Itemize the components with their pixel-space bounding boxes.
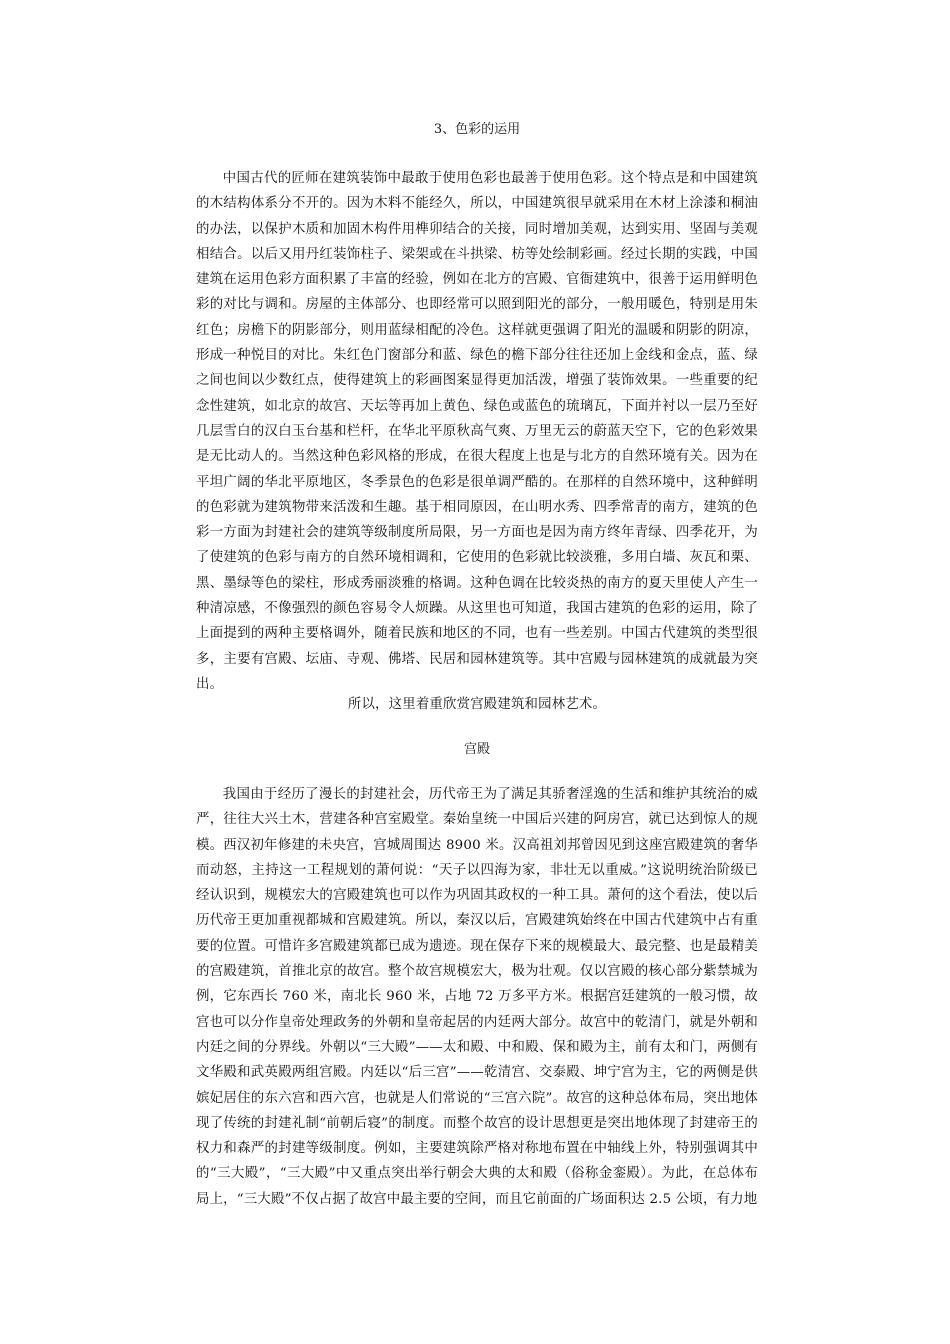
body-paragraph: 我国由于经历了漫长的封建社会，历代帝王为了满足其骄奢淫逸的生活和维护其统治的威严，往往大兴土木，营建各种宫室殿堂。秦始皇统一中国后兴建的阿房宫，就已达到惊人的规模。西汉初年修建的未央宫，宫城周围达 8900 米。汉高祖刘邦曾因见到这座宫殿建筑的奢华而动怒，主持这一工程规划的萧何说：“天子以四海为家，非壮无以重威。”这说明统治阶级已经认识到，规模宏大的宫殿建筑也可以作为巩固其政权的一种工具。萧何的这个看法，使以后历代帝王更加重视都城和宫殿建筑。所以，秦汉以后，宫殿建筑始终在中国古代建筑中占有重要的位置。可惜许多宫殿建筑都已成为遗迹。现在保存下来的规模最大、最完整、也是最精美的宫殿建筑，首推北京的故宫。整个故宫规模宏大，极为壮观。仅以宫殿的核心部分紫禁城为例，它东西长 760 米，南北长 960 米，占地 72 万多平方米。根据宫廷建筑的一般习惯，故宫也可以分作皇帝处理政务的外朝和皇帝起居的内廷两大部分。故宫中的乾清门，就是外朝和内廷之间的分界线。外朝以“三大殿”——太和殿、中和殿、保和殿为主，前有太和门，两侧有文华殿和武英殿两组宫殿。内廷以“后三宫”——乾清宫、交泰殿、坤宁宫为主，它的两侧是供嫔妃居住的东六宫和西六宫，也就是人们常说的“三宫六院”。故宫的这种总体布局，突出地体现了传统的封建礼制“前朝后寝”的制度。而整个故宫的设计思想更是突出地体现了封建帝王的权力和森严的封建等级制度。例如，主要建筑除严格对称地布置在中轴线上外，特别强调其中的“三大殿”，“三大殿”中又重点突出举行朝会大典的太和殿（俗称金銮殿）。为此，在总体布局上，“三大殿”不仅占据了故宫中最主要的空间，而且它前面的广场面积达 2.5 公顷，有力地 <box>196 787 758 1207</box>
closing-line: 所以，这里着重欣赏宫殿建筑和园林艺术。 <box>347 697 607 712</box>
section-heading-palace <box>196 740 758 760</box>
color-use-closing-block <box>196 692 758 717</box>
section-title: 3、色彩的运用 <box>433 122 521 137</box>
color-use-paragraph-block <box>196 166 758 697</box>
palace-paragraph-block <box>196 782 758 1212</box>
body-paragraph: 中国古代的匠师在建筑装饰中最敢于使用色彩也最善于使用色彩。这个特点是和中国建筑的木结构体系分不开的。因为木料不能经久，所以，中国建筑很早就采用在木材上涂漆和桐油的办法，以保护木质和加固木构件用榫卯结合的关接，同时增加美观，达到实用、坚固与美观相结合。以后又用丹红装饰柱子、梁架或在斗拱梁、枋等处绘制彩画。经过长期的实践，中国建筑在运用色彩方面积累了丰富的经验，例如在北方的宫殿、官衙建筑中，很善于运用鲜明色彩的对比与调和。房屋的主体部分、也即经常可以照到阳光的部分，一般用暖色，特别是用朱红色；房檐下的阴影部分，则用蓝绿相配的冷色。这样就更强调了阳光的温暖和阴影的阴凉，形成一种悦目的对比。朱红色门窗部分和蓝、绿色的檐下部分往往还加上金线和金点，蓝、绿之间也间以少数红点，使得建筑上的彩画图案显得更加活泼，增强了装饰效果。一些重要的纪念性建筑，如北京的故宫、天坛等再加上黄色、绿色或蓝色的琉璃瓦，下面并衬以一层乃至好几层雪白的汉白玉台基和栏杆，在华北平原秋高气爽、万里无云的蔚蓝天空下，它的色彩效果是无比动人的。当然这种色彩风格的形成，在很大程度上也是与北方的自然环境有关。因为在平坦广阔的华北平原地区，冬季景色的色彩是很单调严酷的。在那样的自然环境中，这种鲜明的色彩就为建筑物带来活泼和生趣。基于相同原因，在山明水秀、四季常青的南方，建筑的色彩一方面为封建社会的建筑等级制度所局限，另一方面也是因为南方终年青绿、四季花开，为了使建筑的色彩与南方的自然环境相调和，它使用的色彩就比较淡雅，多用白墙、灰瓦和栗、黑、墨绿等色的梁柱，形成秀丽淡雅的格调。这种色调在比较炎热的南方的夏天里使人产生一种清凉感，不像强烈的颜色容易令人烦躁。从这里也可知道，我国古建筑的色彩的运用，除了上面提到的两种主要格调外，随着民族和地区的不同，也有一些差别。中国古代建筑的类型很多，主要有宫殿、坛庙、寺观、佛塔、民居和园林建筑等。其中宫殿与园林建筑的成就最为突出。 <box>196 171 758 692</box>
section-heading-color-use <box>196 120 758 140</box>
section-title: 宫殿 <box>463 742 490 757</box>
